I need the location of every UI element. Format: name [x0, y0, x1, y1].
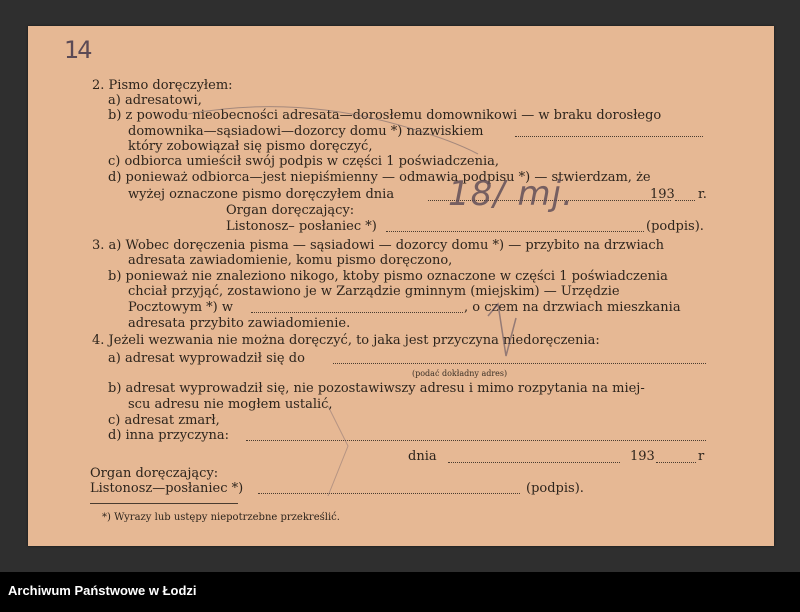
- section2-d1: d) ponieważ odbiorca—jest niepiśmienny — odmawia podpisu *) — stwierdzam, że: [108, 170, 651, 185]
- section3-a1: 3. a) Wobec doręczenia pisma — sąsiadowi — dozorcy domu *) — przybito na drzwiach: [92, 238, 665, 253]
- office-line: [251, 312, 463, 313]
- section2-heading: 2. Pismo doręczyłem:: [92, 78, 233, 93]
- section2-a: a) adresatowi,: [108, 93, 202, 108]
- footnote-rule: [90, 503, 238, 504]
- section4-year: 193: [630, 449, 655, 464]
- page-number: 14: [64, 36, 91, 64]
- section4-year-line: [656, 462, 696, 463]
- section4-heading: 4. Jeżeli wezwania nie można doręczyć, to jaka jest przyczyna niedoręczenia:: [92, 333, 600, 348]
- section3-b4: adresata przybito zawiadomienie.: [128, 316, 351, 331]
- section4-a: a) adresat wyprowadził się do: [108, 351, 305, 366]
- section4-date-line: [448, 462, 620, 463]
- handwritten-date: 18/ mj.: [448, 174, 574, 214]
- section2-listonosz: Listonosz– posłaniec *): [226, 219, 377, 234]
- section4-podpis: (podpis).: [526, 481, 584, 496]
- document-card: [28, 26, 774, 546]
- section4-d: d) inna przyczyna:: [108, 428, 230, 443]
- section3-b3-suffix: , o czem na drzwiach mieszkania: [464, 300, 681, 315]
- new-address-line: [333, 363, 706, 364]
- address-hint: (podać dokładny adres): [412, 369, 508, 378]
- section2-organ: Organ doręczający:: [226, 203, 355, 218]
- section2-b3: który zobowiązał się pismo doręczyć,: [128, 139, 373, 154]
- section4-listonosz: Listonosz—posłaniec *): [90, 481, 244, 496]
- name-line: [515, 136, 703, 137]
- reason-line: [246, 440, 706, 441]
- section3-b1: b) ponieważ nie znaleziono nikogo, ktoby pismo oznaczone w części 1 poświadczenia: [108, 269, 668, 284]
- section4-r: r: [698, 449, 705, 464]
- section2-podpis: (podpis).: [646, 219, 704, 234]
- section4-dnia: dnia: [408, 449, 437, 464]
- section3-a2: adresata zawiadomienie, komu pismo doręczono,: [128, 253, 453, 268]
- archive-label: Archiwum Państwowe w Łodzi: [8, 583, 197, 598]
- archive-footer: [0, 572, 800, 612]
- section4-b2: scu adresu nie mogłem ustalić,: [128, 397, 333, 412]
- section2-b1: b) z powodu nieobecności adresata—dorosłemu domownikowi — w braku dorosłego: [108, 108, 662, 123]
- section4-signature-line: [258, 493, 520, 494]
- section2-year: 193: [650, 187, 675, 202]
- section4-organ: Organ doręczający:: [90, 466, 219, 481]
- section2-d2: wyżej oznaczone pismo doręczyłem dnia: [128, 187, 395, 202]
- section2-r: r.: [698, 187, 707, 202]
- year-line: [675, 200, 695, 201]
- section4-c: c) adresat zmarł,: [108, 413, 220, 428]
- footnote: *) Wyrazy lub ustępy niepotrzebne przekreślić.: [102, 512, 340, 523]
- section4-b1: b) adresat wyprowadził się, nie pozostawiwszy adresu i mimo rozpytania na miej-: [108, 381, 645, 396]
- signature-line: [386, 231, 644, 232]
- section3-b2: chciał przyjąć, zostawiono je w Zarządzie gminnym (miejskim) — Urzędzie: [128, 284, 620, 299]
- section3-b3: Pocztowym *) w: [128, 300, 233, 315]
- section2-c: c) odbiorca umieścił swój podpis w części 1 poświadczenia,: [108, 154, 500, 169]
- section2-b2: domownika—sąsiadowi—dozorcy domu *) nazwiskiem: [128, 124, 484, 139]
